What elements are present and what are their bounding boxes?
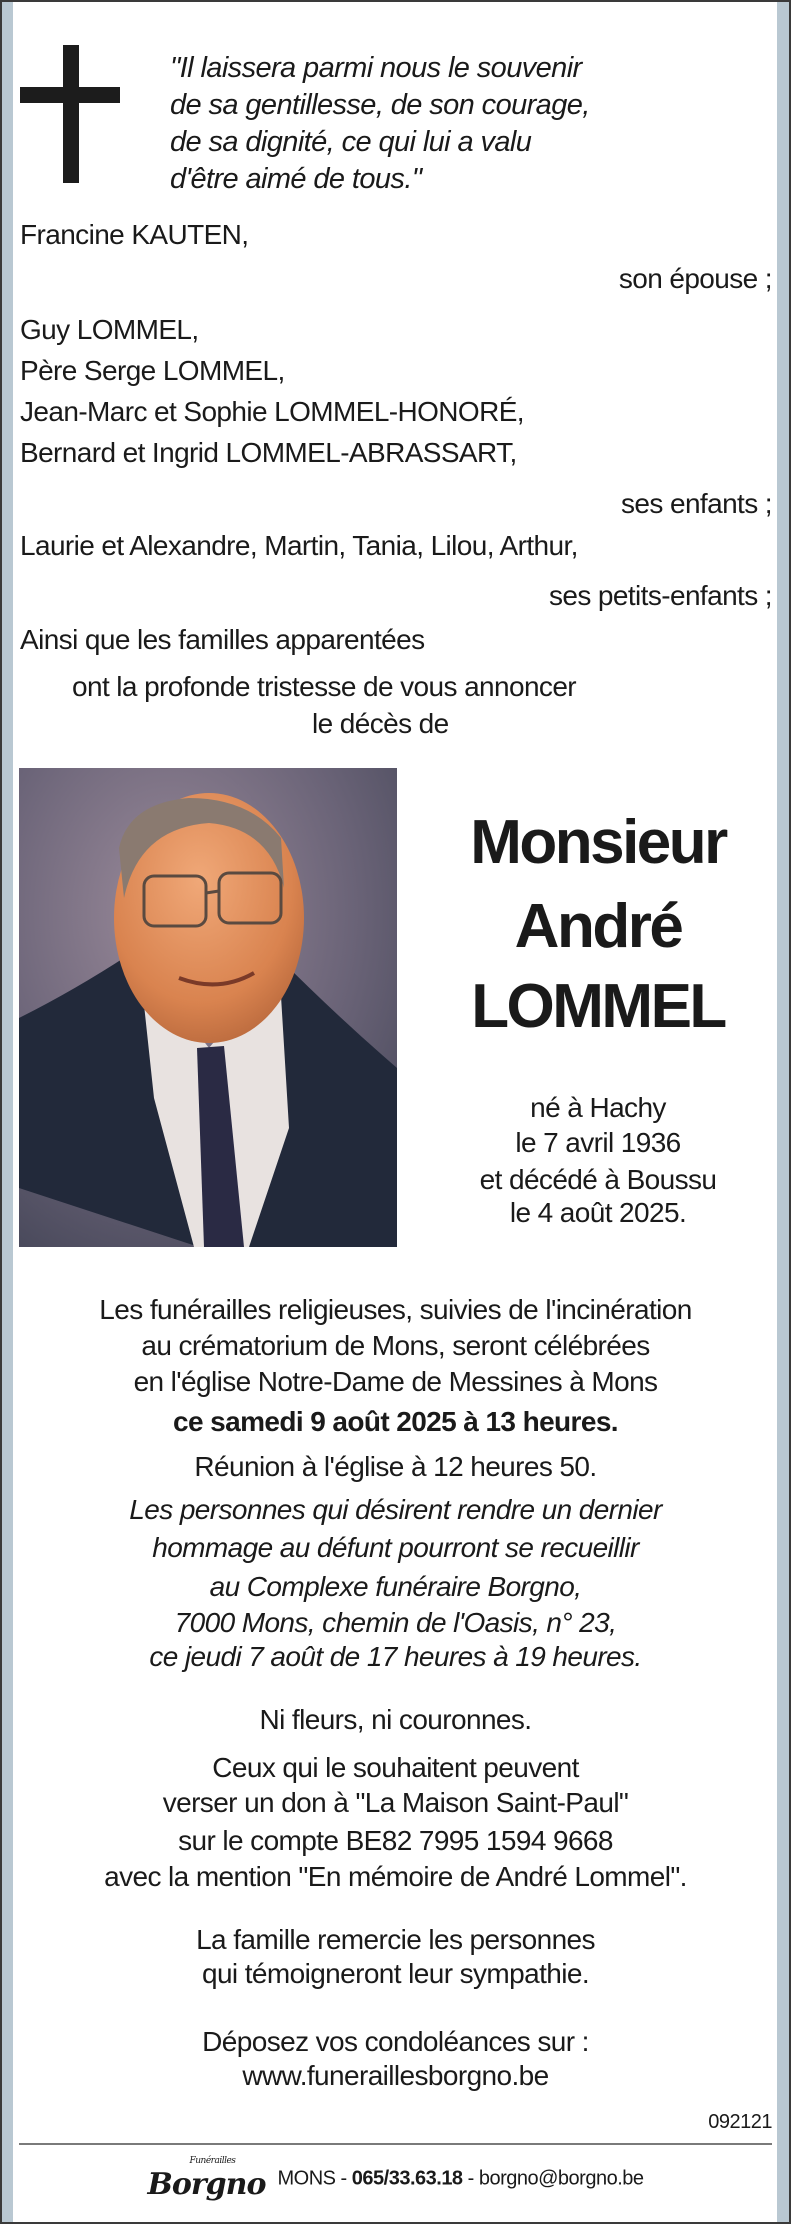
deceased-first-name: André xyxy=(514,892,682,961)
announce-line: ont la profonde tristesse de vous annoncer xyxy=(72,671,577,702)
child-name: Jean-Marc et Sophie LOMMEL-HONORÉ, xyxy=(20,396,524,427)
quote-line: d'être aimé de tous." xyxy=(170,163,422,195)
funeral-date: ce samedi 9 août 2025 à 13 heures. xyxy=(173,1406,618,1437)
footer xyxy=(0,2158,791,2200)
donation-line: Ceux qui le souhaitent peuvent xyxy=(212,1752,579,1783)
visitation-line: au Complexe funéraire Borgno, xyxy=(209,1571,582,1602)
visitation-line: hommage au défunt pourront se recueillir xyxy=(152,1532,639,1563)
deceased-last-name: LOMMEL xyxy=(471,972,725,1041)
logo-title: Borgno xyxy=(147,2167,266,2202)
condolences-line: Déposez vos condoléances sur : xyxy=(202,2026,589,2057)
visitation-line: ce jeudi 7 août de 17 heures à 19 heures. xyxy=(149,1641,642,1672)
relatives: Ainsi que les familles apparentées xyxy=(20,624,425,655)
quote-line: "Il laissera parmi nous le souvenir xyxy=(170,52,582,84)
quote-line: de sa gentillesse, de son courage, xyxy=(170,89,590,121)
logo-subtitle: Funérailles xyxy=(189,2156,236,2166)
footer-separator: - xyxy=(462,2167,479,2190)
visitation-line: Les personnes qui désirent rendre un dernier xyxy=(129,1494,662,1525)
deceased-portrait xyxy=(19,768,397,1247)
spouse-role: son épouse ; xyxy=(618,263,772,294)
borgno-logo xyxy=(147,2156,266,2202)
child-name: Guy LOMMEL, xyxy=(20,314,199,345)
child-name: Père Serge LOMMEL, xyxy=(20,355,285,386)
visitation-line: 7000 Mons, chemin de l'Oasis, n° 23, xyxy=(174,1607,617,1638)
donation-line: avec la mention "En mémoire de André Lommel". xyxy=(104,1861,687,1892)
donation-line: sur le compte BE82 7995 1594 9668 xyxy=(178,1825,613,1856)
footer-city: MONS - xyxy=(277,2167,352,2190)
footer-email[interactable]: borgno@borgno.be xyxy=(478,2167,644,2190)
meeting-time: Réunion à l'église à 12 heures 50. xyxy=(194,1451,597,1482)
thanks-line: qui témoigneront leur sympathie. xyxy=(201,1958,590,1989)
reference-number: 092121 xyxy=(708,2111,772,2133)
funeral-line: au crématorium de Mons, seront célébrées xyxy=(141,1330,650,1361)
flowers-note: Ni fleurs, ni couronnes. xyxy=(259,1704,532,1735)
condolences-url[interactable]: www.funeraillesborgno.be xyxy=(242,2060,549,2091)
children-role: ses enfants ; xyxy=(621,488,772,519)
child-name: Bernard et Ingrid LOMMEL-ABRASSART, xyxy=(20,437,517,468)
grandchildren-names: Laurie et Alexandre, Martin, Tania, Lilou, Arthur, xyxy=(20,530,578,561)
announce-line: le décès de xyxy=(312,708,449,739)
spouse-name: Francine KAUTEN, xyxy=(20,219,249,250)
thanks-line: La famille remercie les personnes xyxy=(196,1924,595,1955)
footer-divider xyxy=(19,2143,772,2145)
quote-line: de sa dignité, ce qui lui a valu xyxy=(170,126,532,158)
funeral-line: Les funérailles religieuses, suivies de l'incinération xyxy=(99,1294,692,1325)
death-place: et décédé à Boussu xyxy=(479,1164,717,1195)
deceased-title: Monsieur xyxy=(470,808,726,877)
funeral-line: en l'église Notre-Dame de Messines à Mons xyxy=(133,1366,658,1397)
birth-place: né à Hachy xyxy=(530,1092,666,1123)
birth-date: le 7 avril 1936 xyxy=(515,1127,681,1158)
death-date: le 4 août 2025. xyxy=(509,1197,687,1228)
grandchildren-role: ses petits-enfants ; xyxy=(548,580,772,611)
footer-phone[interactable]: 065/33.63.18 xyxy=(351,2167,463,2190)
donation-line: verser un don à "La Maison Saint-Paul" xyxy=(162,1787,629,1818)
